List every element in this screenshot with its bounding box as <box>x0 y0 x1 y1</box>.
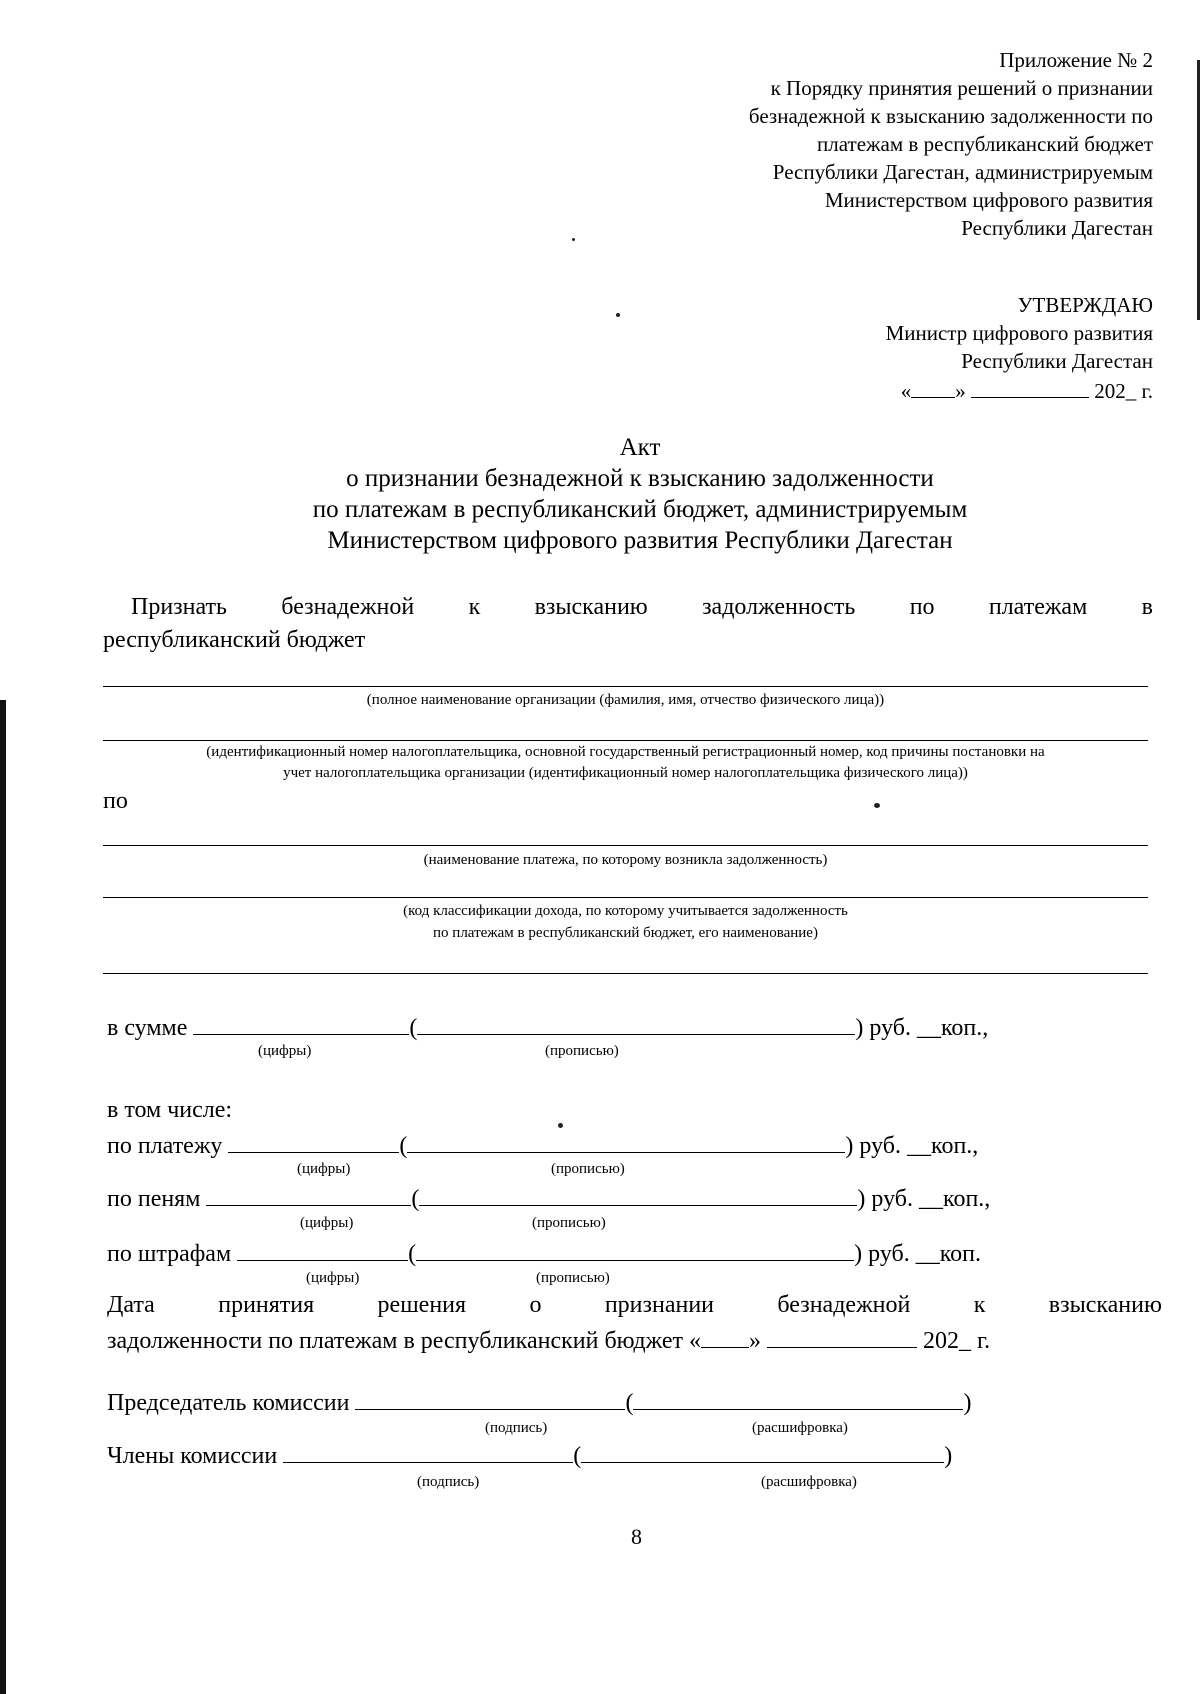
fines-words-field[interactable] <box>416 1238 854 1261</box>
payment-words-caption: (прописью) <box>551 1161 625 1177</box>
approval-date: « » 202_ г. <box>886 375 1153 405</box>
title-line: о признании безнадежной к взысканию задолженности <box>346 465 934 492</box>
payment-digits-caption: (цифры) <box>297 1161 351 1177</box>
scan-speck <box>616 313 620 317</box>
inn-field[interactable] <box>103 740 1148 741</box>
members-row: Члены комиссии ( ) <box>107 1440 952 1470</box>
fines-digits-field[interactable] <box>237 1238 408 1261</box>
sum-digits-caption: (цифры) <box>258 1043 312 1059</box>
intro-line-1: Признать безнадежной к взысканию задолженность по платежам в <box>131 594 1153 620</box>
penalties-words-caption: (прописью) <box>532 1215 606 1231</box>
day-blank <box>911 375 955 398</box>
month-blank <box>971 375 1089 398</box>
approval-position: Министр цифрового развития <box>885 321 1153 345</box>
chair-decoding-field[interactable] <box>633 1387 963 1410</box>
fines-digits-caption: (цифры) <box>306 1270 360 1286</box>
appendix-line: Министерством цифрового развития <box>824 188 1153 212</box>
penalties-row: по пеням ( ) руб. __коп., <box>107 1183 990 1213</box>
scan-edge-left <box>0 700 6 1694</box>
appendix-line: платежам в республиканский бюджет <box>817 132 1153 156</box>
chair-signature-field[interactable] <box>355 1387 625 1410</box>
title-line: Акт <box>619 434 661 461</box>
chair-decoding-caption: (расшифровка) <box>752 1420 848 1436</box>
appendix-block <box>749 46 1153 242</box>
title-line: по платежам в республиканский бюджет, администрируемым <box>312 496 968 523</box>
payment-name-field[interactable] <box>103 845 1148 846</box>
title-line: Министерством цифрового развития Республики Дагестан <box>327 527 953 554</box>
including-label: в том числе: <box>107 1097 233 1123</box>
approval-block <box>886 291 1153 405</box>
members-decoding-field[interactable] <box>581 1440 944 1463</box>
appendix-line: к Порядку принятия решений о признании <box>770 76 1153 100</box>
document-title <box>0 432 1200 556</box>
appendix-line: Приложение № 2 <box>999 48 1153 72</box>
kbk-caption: (код классификации дохода, по которому учитывается задолженность по платежам в республиканский бюджет, его наименование) <box>403 903 848 941</box>
sum-words-caption: (прописью) <box>545 1043 619 1059</box>
sum-words-field[interactable] <box>417 1012 855 1035</box>
members-signature-field[interactable] <box>283 1440 573 1463</box>
chair-signature-caption: (подпись) <box>485 1420 548 1436</box>
po-label: по <box>103 788 128 814</box>
appendix-line: Республики Дагестан, администрируемым <box>772 160 1153 184</box>
decision-month-field[interactable] <box>767 1325 917 1348</box>
extra-field[interactable] <box>103 973 1148 974</box>
page-number: 8 <box>631 1524 642 1549</box>
appendix-line: безнадежной к взысканию задолженности по <box>748 104 1153 128</box>
approval-heading: УТВЕРЖДАЮ <box>1017 293 1153 317</box>
sum-line: в сумме ( ) руб. __коп., <box>107 1012 988 1042</box>
members-decoding-caption: (расшифровка) <box>761 1474 857 1490</box>
payment-digits-field[interactable] <box>228 1130 399 1153</box>
penalties-words-field[interactable] <box>419 1183 857 1206</box>
intro-line-2: республиканский бюджет <box>103 627 366 653</box>
fines-row: по штрафам ( ) руб. __коп. <box>107 1238 981 1268</box>
appendix-line: Республики Дагестан <box>961 216 1153 240</box>
fines-words-caption: (прописью) <box>536 1270 610 1286</box>
members-signature-caption: (подпись) <box>417 1474 480 1490</box>
kbk-field[interactable] <box>103 897 1148 898</box>
org-name-caption: (полное наименование организации (фамилия, имя, отчество физического лица)) <box>366 692 885 708</box>
inn-caption: (идентификационный номер налогоплательщика, основной государственный регистрационный номер, код причины постановки на учет налогоплательщика организации (идентификационный номер налогоплательщика физического лица)) <box>206 744 1045 781</box>
approval-region: Республики Дагестан <box>961 349 1153 373</box>
payment-row: по платежу ( ) руб. __коп., <box>107 1130 978 1160</box>
decision-line-2: задолженности по платежам в республиканский бюджет « » 202_ г. <box>107 1325 990 1355</box>
payment-words-field[interactable] <box>407 1130 845 1153</box>
penalties-digits-field[interactable] <box>206 1183 411 1206</box>
scan-speck <box>558 1123 563 1128</box>
payment-caption: (наименование платежа, по которому возникла задолженность) <box>423 852 828 868</box>
decision-line-1: Дата принятия решения о признании безнадежной к взысканию <box>107 1292 1162 1318</box>
scan-speck <box>874 803 880 808</box>
org-name-field[interactable] <box>103 686 1148 687</box>
penalties-digits-caption: (цифры) <box>300 1215 354 1231</box>
sum-digits-field[interactable] <box>193 1012 409 1035</box>
decision-day-field[interactable] <box>701 1325 749 1348</box>
scan-speck <box>572 238 575 241</box>
chair-row: Председатель комиссии ( ) <box>107 1387 971 1417</box>
